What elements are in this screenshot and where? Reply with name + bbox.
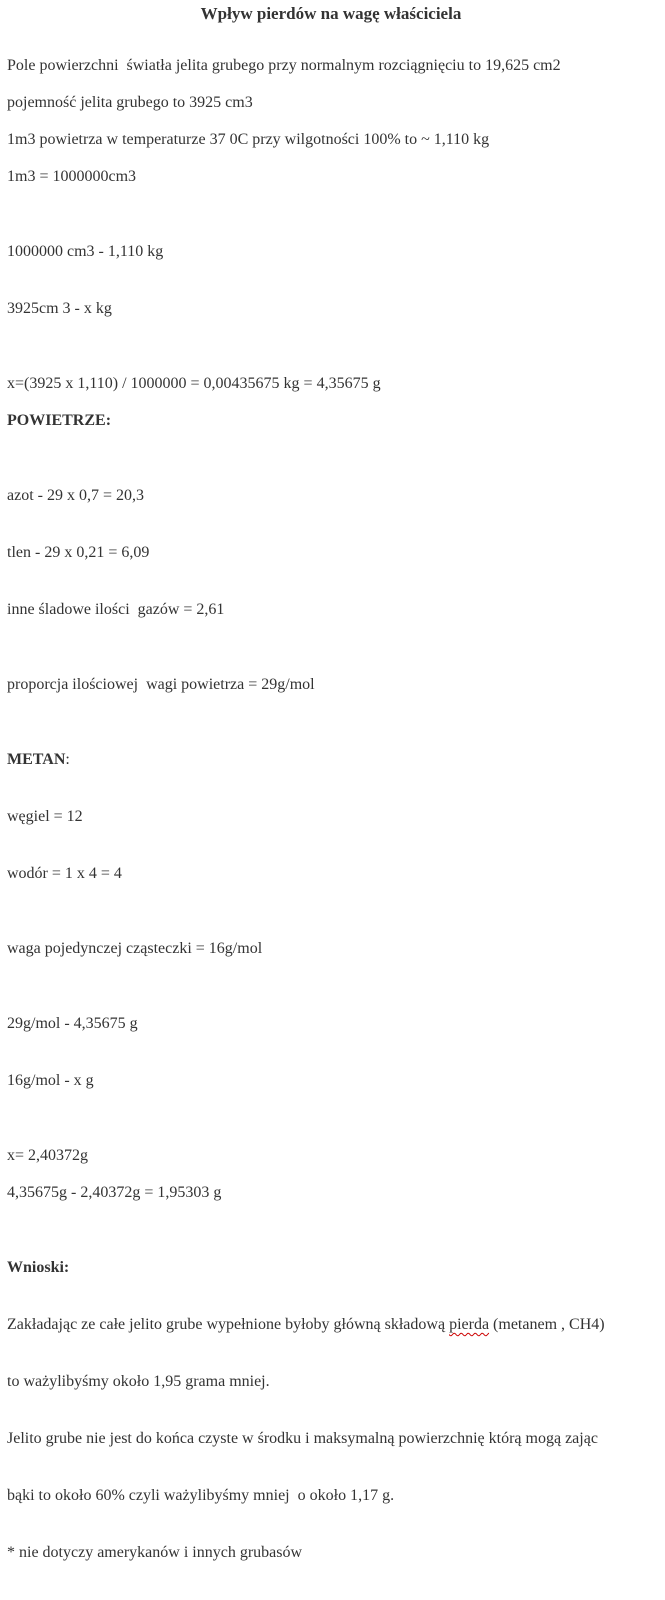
paragraph-molecule-weight (7, 939, 655, 958)
section-heading-powietrze (7, 411, 655, 430)
text-line-mol29: 29g/mol - 4,35675 g (7, 1015, 138, 1032)
text-line-azot: azot - 29 x 0,7 = 20,3 (7, 487, 144, 504)
text-line-wodor: wodór = 1 x 4 = 4 (7, 865, 122, 882)
section-heading-metan: METAN (7, 751, 66, 768)
text-line-conclusion-4: bąki to około 60% czyli ważylibyśmy mniej o około 1,17 g. (7, 1487, 395, 1504)
section-heading-wnioski: Wnioski: (7, 1259, 70, 1276)
text-line-unit-conversion: 1m3 = 1000000cm3 (7, 168, 137, 185)
paragraph-mol-proportion (7, 976, 655, 1128)
metan-heading-line (7, 750, 655, 769)
paragraph-air-molar-weight (7, 675, 655, 694)
paragraph-x-result (7, 1146, 655, 1165)
paragraph-air-components (7, 448, 655, 657)
text-line-mol16: 16g/mol - x g (7, 1072, 94, 1089)
paragraph-unit-conversion (7, 167, 655, 186)
text-line-proportion-2: 3925cm 3 - x kg (7, 300, 112, 317)
text-line-difference: 4,35675g - 2,40372g = 1,95303 g (7, 1184, 222, 1201)
text-line-conclusion-2: to ważylibyśmy około 1,95 grama mniej. (7, 1373, 270, 1390)
text-line-molecule-weight: waga pojedynczej cząsteczki = 16g/mol (7, 940, 263, 957)
text-line-footnote: * nie dotyczy amerykanów i innych grubasów (7, 1544, 303, 1561)
paragraph-intestine-area (7, 56, 655, 75)
conclusion-1-after: (metanem , CH4) (489, 1316, 605, 1333)
text-line-powietrze-heading: POWIETRZE: (7, 412, 112, 429)
paragraph-intestine-capacity (7, 93, 655, 112)
text-line-conclusion-3: Jelito grube nie jest do końca czyste w środku i maksymalną powierzchnię którą mogą zając (7, 1430, 598, 1447)
text-line-tlen: tlen - 29 x 0,21 = 6,09 (7, 544, 150, 561)
text-line-air-result: x=(3925 x 1,110) / 1000000 = 0,00435675 kg = 4,35675 g (7, 375, 381, 392)
paragraph-metan (7, 712, 655, 921)
text-line-inne-gazy: inne śladowe ilości gazów = 2,61 (7, 601, 225, 618)
page-title: Wpływ pierdów na wagę właściciela (200, 4, 462, 23)
text-line-air-weight: 1m3 powietrza w temperaturze 37 0C przy wilgotności 100% to ~ 1,110 kg (7, 131, 490, 148)
paragraph-wnioski (7, 1220, 655, 1600)
misspelled-word: pierda (449, 1316, 490, 1333)
paragraph-proportion (7, 204, 655, 356)
text-line-intestine-area: Pole powierzchni światła jelita grubego przy normalnym rozciągnięciu to 19,625 cm2 (7, 57, 561, 74)
paragraph-air-weight (7, 130, 655, 149)
text-line-conclusion-1 (7, 1315, 655, 1334)
text-line-intestine-capacity: pojemność jelita grubego to 3925 cm3 (7, 94, 253, 111)
text-line-proportion-1: 1000000 cm3 - 1,110 kg (7, 243, 164, 260)
conclusion-1-before: Zakładając ze całe jelito grube wypełnione byłoby główną składową (7, 1316, 450, 1333)
text-line-wegiel: węgiel = 12 (7, 808, 83, 825)
metan-heading-colon: : (65, 751, 70, 768)
text-line-x-result: x= 2,40372g (7, 1147, 89, 1164)
paragraph-air-result (7, 374, 655, 393)
paragraph-difference (7, 1183, 655, 1202)
text-line-proporcja: proporcja ilościowej wagi powietrza = 29g/mol (7, 676, 315, 693)
